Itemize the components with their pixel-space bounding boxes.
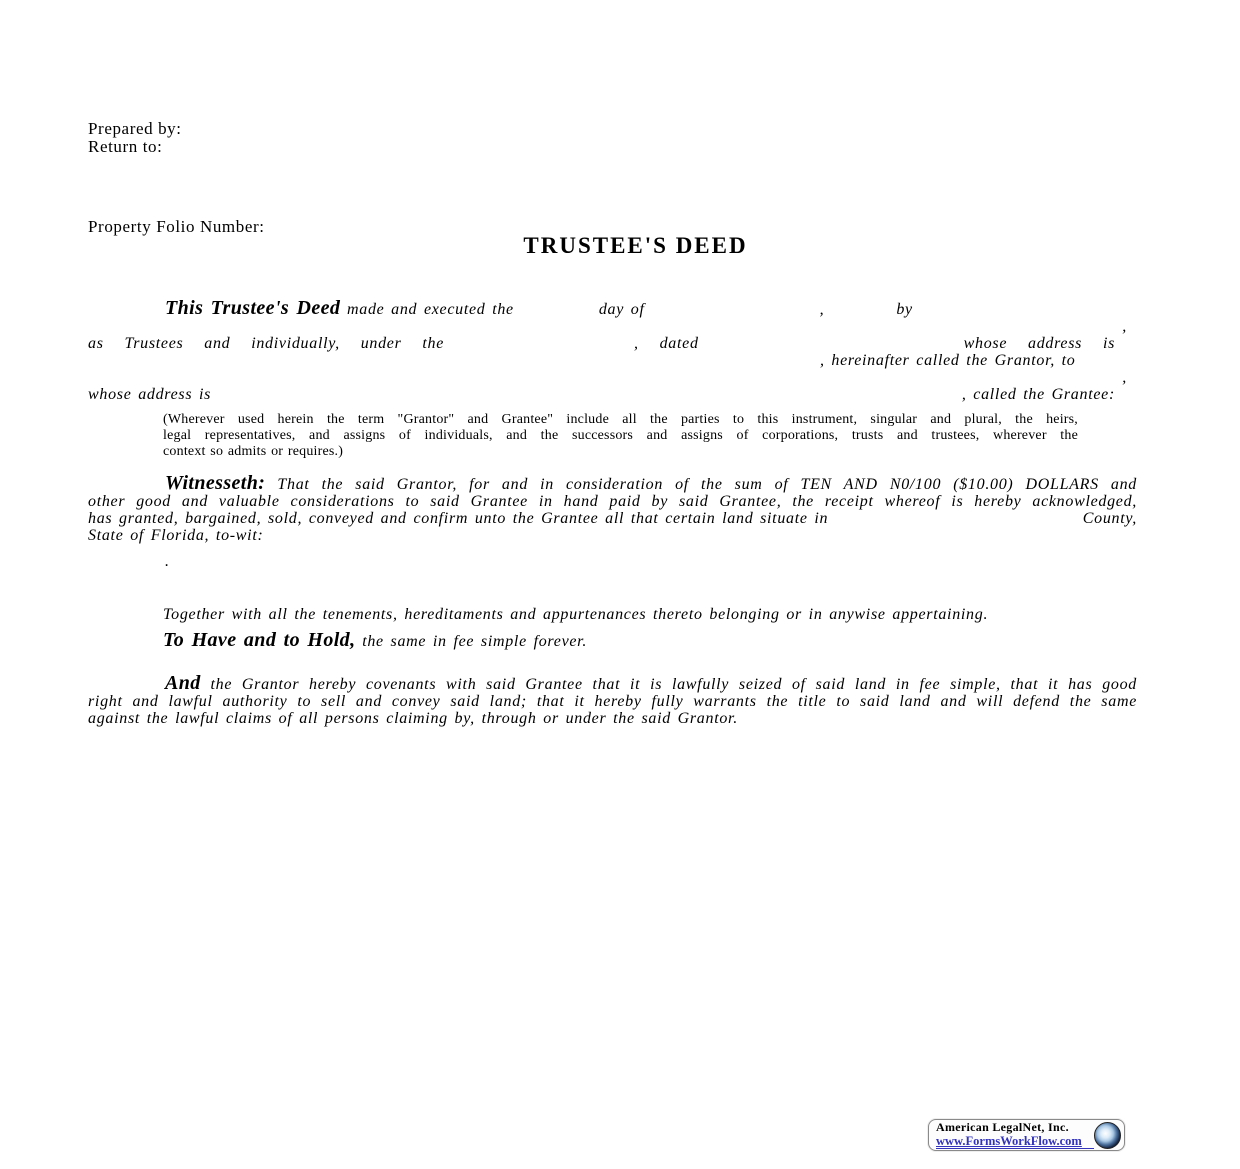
witnesseth-paragraph [88, 472, 1137, 544]
together-text: Together with all the tenements, hereditaments and appurtenances thereto belonging or in anywise appertaining. [163, 606, 989, 623]
covenant-l1-text: the Grantor hereby covenants with said Grantee that it is lawfully seized of said land in fee simple, that it has good [210, 676, 1137, 693]
definitions-line-1: (Wherever used herein the term "Grantor" and Grantee" include all the parties to this instrument, singular and plural, the heirs, [163, 412, 1078, 427]
legalnet-badge [928, 1119, 1125, 1151]
prepared-by-label: Prepared by: [88, 119, 182, 138]
opening-lead: This Trustee's Deed [165, 297, 341, 319]
definitions-line-3: context so admits or requires.) [163, 444, 344, 459]
opening-paragraph [88, 297, 1137, 403]
opening-l6-seg1: whose address is [88, 386, 212, 403]
witnesseth-line-2: other good and valuable considerations to said Grantee in hand paid by said Grantee, the receipt whereof is hereby acknowledged, [88, 493, 1137, 510]
prepared-by-block [88, 120, 1137, 155]
legalnet-badge-text [936, 1121, 1094, 1149]
to-have-paragraph [88, 629, 1137, 651]
covenant-lead: And [165, 672, 201, 694]
opening-l1-comma: , [819, 301, 825, 318]
definitions-line-2: legal representatives, and assigns of individuals, and the successors and assigns of corporations, trusts and trustees, wherever the [163, 428, 1078, 443]
return-to-label: Return to: [88, 136, 163, 156]
opening-l6-seg2: , called the Grantee: [961, 386, 1115, 403]
covenant-paragraph [88, 672, 1137, 727]
placeholder-period: . [165, 553, 170, 570]
witnesseth-line-1 [88, 472, 1137, 494]
title-block [88, 233, 1137, 259]
opening-line-6 [88, 386, 1137, 403]
covenant-line-1 [88, 672, 1137, 694]
opening-l3-seg1: as Trustees and individually, under the [88, 335, 445, 352]
witnesseth-l1-text: That the said Grantor, for and in consideration of the sum of TEN AND N0/100 ($10.00) DOLLARS and [277, 476, 1137, 493]
witnesseth-line-4: State of Florida, to-wit: [88, 527, 264, 544]
witnesseth-l3-county: County, [1082, 510, 1137, 527]
opening-line-5 [88, 369, 1137, 386]
opening-line-1 [88, 297, 1137, 319]
opening-l3-seg2: , dated [634, 335, 699, 352]
covenant-line-2: right and lawful authority to sell and convey said land; that it hereby fully warrants the title to said land and will defend the same [88, 693, 1137, 710]
opening-l1-seg2: day of [598, 301, 645, 318]
legal-description-placeholder [88, 553, 1137, 571]
opening-line-3 [88, 335, 1137, 352]
to-have-body: the same in fee simple forever. [362, 633, 588, 650]
witnesseth-l3-text: has granted, bargained, sold, conveyed and confirm unto the Grantee all that certain land situate in [88, 510, 829, 527]
together-paragraph [88, 606, 1137, 623]
witnesseth-line-3 [88, 510, 1137, 527]
opening-l1-seg3: by [896, 301, 913, 318]
formsworkflow-link[interactable]: www.FormsWorkFlow.com [936, 1134, 1094, 1149]
opening-line-4 [88, 352, 1137, 369]
definitions-paragraph [88, 412, 1078, 460]
legalnet-company-name: American LegalNet, Inc. [936, 1120, 1069, 1134]
globe-icon [1094, 1122, 1121, 1149]
page-title: TRUSTEE'S DEED [523, 233, 748, 258]
opening-line-2 [88, 318, 1137, 335]
covenant-line-3: against the lawful claims of all persons claiming by, through or under the said Grantor. [88, 710, 738, 727]
property-folio-label: Property Folio Number: [88, 217, 265, 236]
opening-l3-seg3: whose address is [963, 335, 1116, 352]
witnesseth-lead: Witnesseth: [165, 472, 266, 494]
opening-l5-comma: , [1122, 369, 1127, 386]
to-have-line [163, 629, 1137, 651]
opening-l1-seg1: made and executed the [347, 301, 514, 318]
opening-l4-text: , hereinafter called the Grantor, to [820, 352, 1076, 369]
to-have-lead: To Have and to Hold, [163, 629, 356, 651]
opening-l2-comma: , [1122, 318, 1127, 335]
